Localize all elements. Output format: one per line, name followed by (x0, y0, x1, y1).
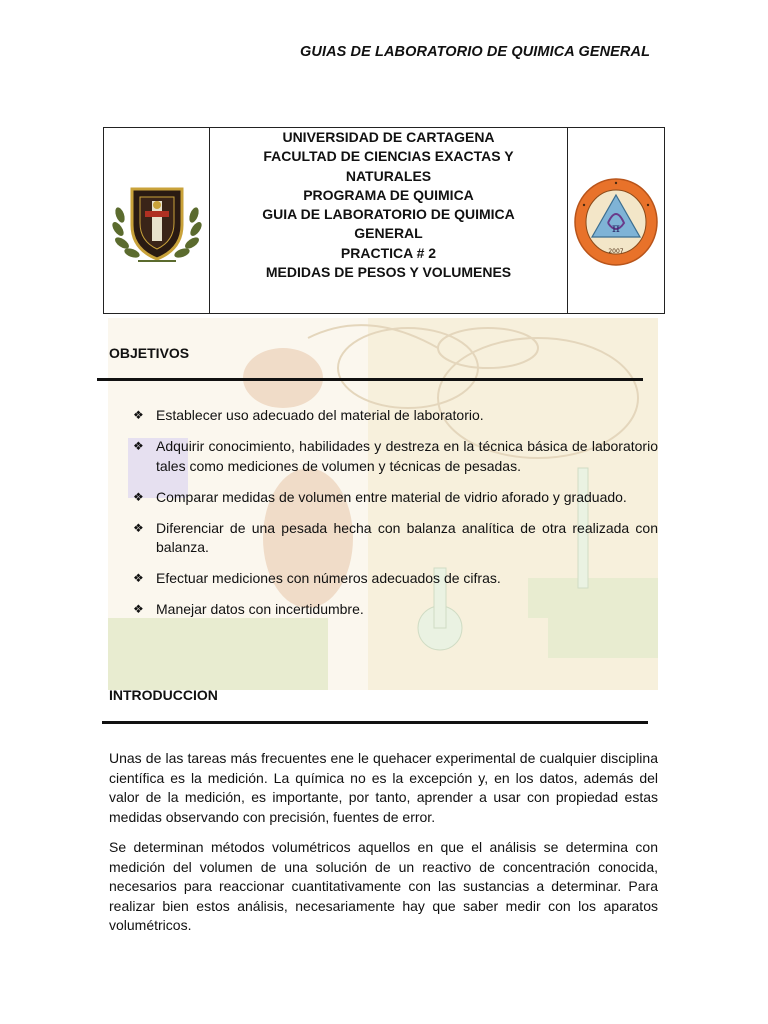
title-left-cell (104, 128, 210, 313)
introduction-heading: INTRODUCCION (109, 687, 218, 703)
diamond-bullet-icon: ❖ (133, 489, 144, 504)
list-item (133, 600, 658, 620)
objective-text: Adquirir conocimiento, habilidades y destreza en la técnica básica de laboratorio tales como mediciones de volumen y técnicas de pesadas. (156, 438, 658, 474)
objective-text: Efectuar mediciones con números adecuados de cifras. (156, 570, 501, 586)
title-right-cell (568, 128, 664, 313)
title-university: UNIVERSIDAD DE CARTAGENA (282, 129, 495, 145)
svg-text:π: π (612, 220, 620, 235)
list-item (133, 519, 658, 558)
title-block-table (103, 127, 665, 314)
intro-paragraph-1: Unas de las tareas más frecuentes ene le quehacer experimental de cualquier disciplina científica es la medición. La química no es la excepción y, en los datos, además del valor de la medición, es importante, por tanto, aprender a usar con propiedad estas medidas observando con precisión, fuentes de error. (109, 750, 658, 825)
list-item (133, 488, 658, 508)
objective-text: Diferenciar de una pesada hecha con balanza analítica de otra realizada con balanza. (156, 519, 658, 555)
intro-paragraph-2: Se determinan métodos volumétricos aquellos en que el análisis se determina con medición del volumen de una solución de un reactivo de concentración conocida, necesarios para reaccionar cuantitativamente con las sustancias a determinar. Para realizar bien estos análisis, necesariamente hay que saber medir con los aparatos volumétricos. (109, 839, 658, 933)
objective-text: Manejar datos con incertidumbre. (156, 601, 364, 617)
list-item (133, 406, 658, 426)
university-crest-logo (110, 175, 204, 267)
list-item (133, 437, 658, 476)
title-guide-line2: GENERAL (354, 225, 423, 242)
title-faculty-line2: NATURALES (345, 167, 432, 184)
objectives-list (133, 406, 658, 631)
title-guide-line1: GUIA DE LABORATORIO DE QUIMICA (262, 206, 515, 223)
faculty-seal-logo (572, 175, 660, 267)
title-text-cell (210, 128, 568, 313)
objectives-divider (97, 378, 643, 381)
list-item (133, 569, 658, 589)
introduction-divider (102, 721, 648, 724)
diamond-bullet-icon: ❖ (133, 408, 144, 422)
title-practice-name: MEDIDAS DE PESOS Y VOLUMENES (265, 264, 512, 281)
running-header: GUIAS DE LABORATORIO DE QUIMICA GENERAL (300, 44, 651, 60)
objective-text: Establecer uso adecuado del material de laboratorio. (156, 407, 484, 423)
diamond-bullet-icon: ❖ (133, 602, 144, 616)
seal-year: 2007 (608, 247, 624, 255)
title-program: PROGRAMA DE QUIMICA (303, 186, 474, 203)
title-practice-number: PRACTICA # 2 (340, 244, 437, 261)
diamond-bullet-icon: ❖ (133, 439, 144, 453)
objective-text: Comparar medidas de volumen entre material de vidrio aforado y graduado. (156, 488, 627, 505)
objectives-heading: OBJETIVOS (109, 345, 190, 361)
diamond-bullet-icon: ❖ (133, 571, 144, 585)
title-faculty-line1: FACULTAD DE CIENCIAS EXACTAS Y (263, 148, 514, 165)
diamond-bullet-icon: ❖ (133, 520, 144, 535)
